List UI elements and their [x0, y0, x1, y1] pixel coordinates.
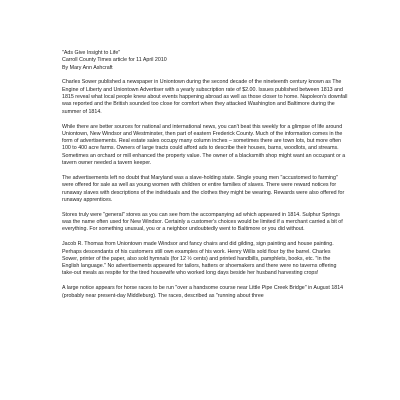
- article-header: [62, 50, 348, 72]
- paragraph-slave-advertisements: The advertisements left no doubt that Maryland was a slave-holding state. Single young men "accustomed to farming" were offered for sale as well as young women with children or entire families of slaves. There were reward notices for runaway slaves with descriptions of the individuals and the clothes they might be wearing. Rewards were also offered for runaway apprentices.: [62, 174, 345, 203]
- paragraph-horse-races: A large notice appears for horse races to be run "over a handsome course near Little Pipe Creek Bridge" in August 1814 (probably near present-day Middleburg). The races, described as "running about three: [62, 285, 344, 299]
- paragraph-general-stores: Stores truly were "general" stores as you can see from the accompanying ad which appeared in 1814. Sulphur Springs was the name often used for New Windsor. Certainly a customer's choices would be limited if a merchant carried a bit of everything. For something unusual, you or a neighbor undoubtedly went to Baltimore or you did without.: [62, 211, 343, 233]
- article-source: Carroll County Times article for 11 April 2010: [62, 57, 167, 64]
- article-byline: By Mary Ann Ashcraft: [62, 64, 113, 71]
- paragraph-sower-newspaper: Charles Sower published a newspaper in Uniontown during the second decade of the nineteenth century known as The Engine of Liberty and Uniontown Advertiser with a yearly subscription rate of $2.00. Issues published between 1813 and 1815 reveal what local people knew about events happening abroad as well as those closer to home. Napoleon's downfall was reported and the British sounded too close for comfort when they attacked Washington and Baltimore during the summer of 1814.: [62, 79, 348, 115]
- article: [62, 50, 348, 307]
- paragraph-local-tradesmen: Jacob R. Thomas from Uniontown made Windsor and fancy chairs and did gilding, sign painting and house painting. Perhaps descendants of his customers still own examples of his work. Henry Willis sold flour by the barrel. Charles Sower, printer of the paper, also sold hymnals (for 12 ½ cents) and printed handbills, pamphlets, books, etc. "in the English language." No advertisements appeared for tailors, hatters or shoemakers and there were no taverns offering take-out meals as respite for the tired housewife who worked long days beside her husband harvesting crops!: [62, 241, 337, 277]
- article-title: "Ads Give Insight to Life": [62, 50, 121, 56]
- paragraph-local-advertisements: While there are better sources for national and international news, you can't beat this weekly for a glimpse of life around Uniontown, New Windsor and Westminster, then part of eastern Frederick County. Much of the information comes in the form of advertisements. Real estate sales occupy many column inches – sometimes there are town lots, but more often 100 to 400 acre farms. Owners of large tracts could afford ads to describe their houses, barns, woodlots, and streams. Sometimes an orchard or mill enhanced the property value. The owner of a blacksmith shop might want an occupant or a tavern owner needed a tavern keeper.: [62, 123, 346, 167]
